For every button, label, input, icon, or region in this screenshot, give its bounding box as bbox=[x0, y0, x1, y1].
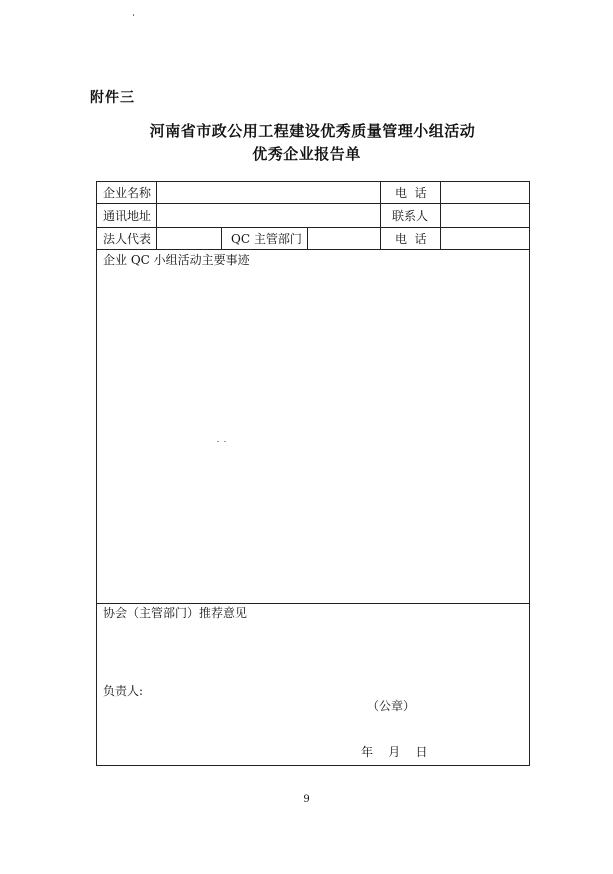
phone-label-1: 电 话 bbox=[395, 186, 427, 200]
phone-label-2: 电 话 bbox=[395, 232, 427, 246]
qc-dept-label: QC 主管部门 bbox=[231, 232, 302, 246]
row-divider-1 bbox=[97, 203, 529, 204]
row-divider-3 bbox=[97, 249, 529, 250]
contact-person-label: 联系人 bbox=[392, 209, 429, 223]
document-title-line-2: 优秀企业报告单 bbox=[252, 145, 361, 163]
report-form-table bbox=[96, 181, 530, 766]
date-label: 年 月 日 bbox=[361, 745, 428, 759]
section-divider bbox=[97, 603, 529, 604]
page-number: 9 bbox=[303, 794, 310, 805]
achievements-field[interactable] bbox=[98, 268, 528, 602]
scan-speck bbox=[133, 14, 134, 16]
company-name-label: 企业名称 bbox=[103, 186, 152, 200]
column-divider-qc-value bbox=[307, 227, 308, 249]
official-seal-label: （公章） bbox=[367, 699, 416, 713]
achievements-label: 企业 QC 小组活动主要事迹 bbox=[103, 253, 250, 267]
scan-speck bbox=[224, 441, 226, 442]
column-divider-phone-label bbox=[380, 182, 381, 249]
recommendation-label: 协会（主管部门）推荐意见 bbox=[103, 606, 248, 620]
legal-rep-label: 法人代表 bbox=[103, 232, 152, 246]
person-in-charge-label: 负责人: bbox=[103, 684, 144, 698]
document-title-line-1: 河南省市政公用工程建设优秀质量管理小组活动 bbox=[149, 122, 476, 140]
address-label: 通讯地址 bbox=[103, 209, 152, 223]
column-divider-label bbox=[156, 182, 157, 249]
attachment-label: 附件三 bbox=[90, 90, 135, 106]
row-divider-2 bbox=[97, 227, 529, 228]
scan-speck bbox=[217, 441, 219, 442]
column-divider-phone-value bbox=[440, 182, 441, 249]
column-divider-qc-label bbox=[221, 227, 222, 249]
